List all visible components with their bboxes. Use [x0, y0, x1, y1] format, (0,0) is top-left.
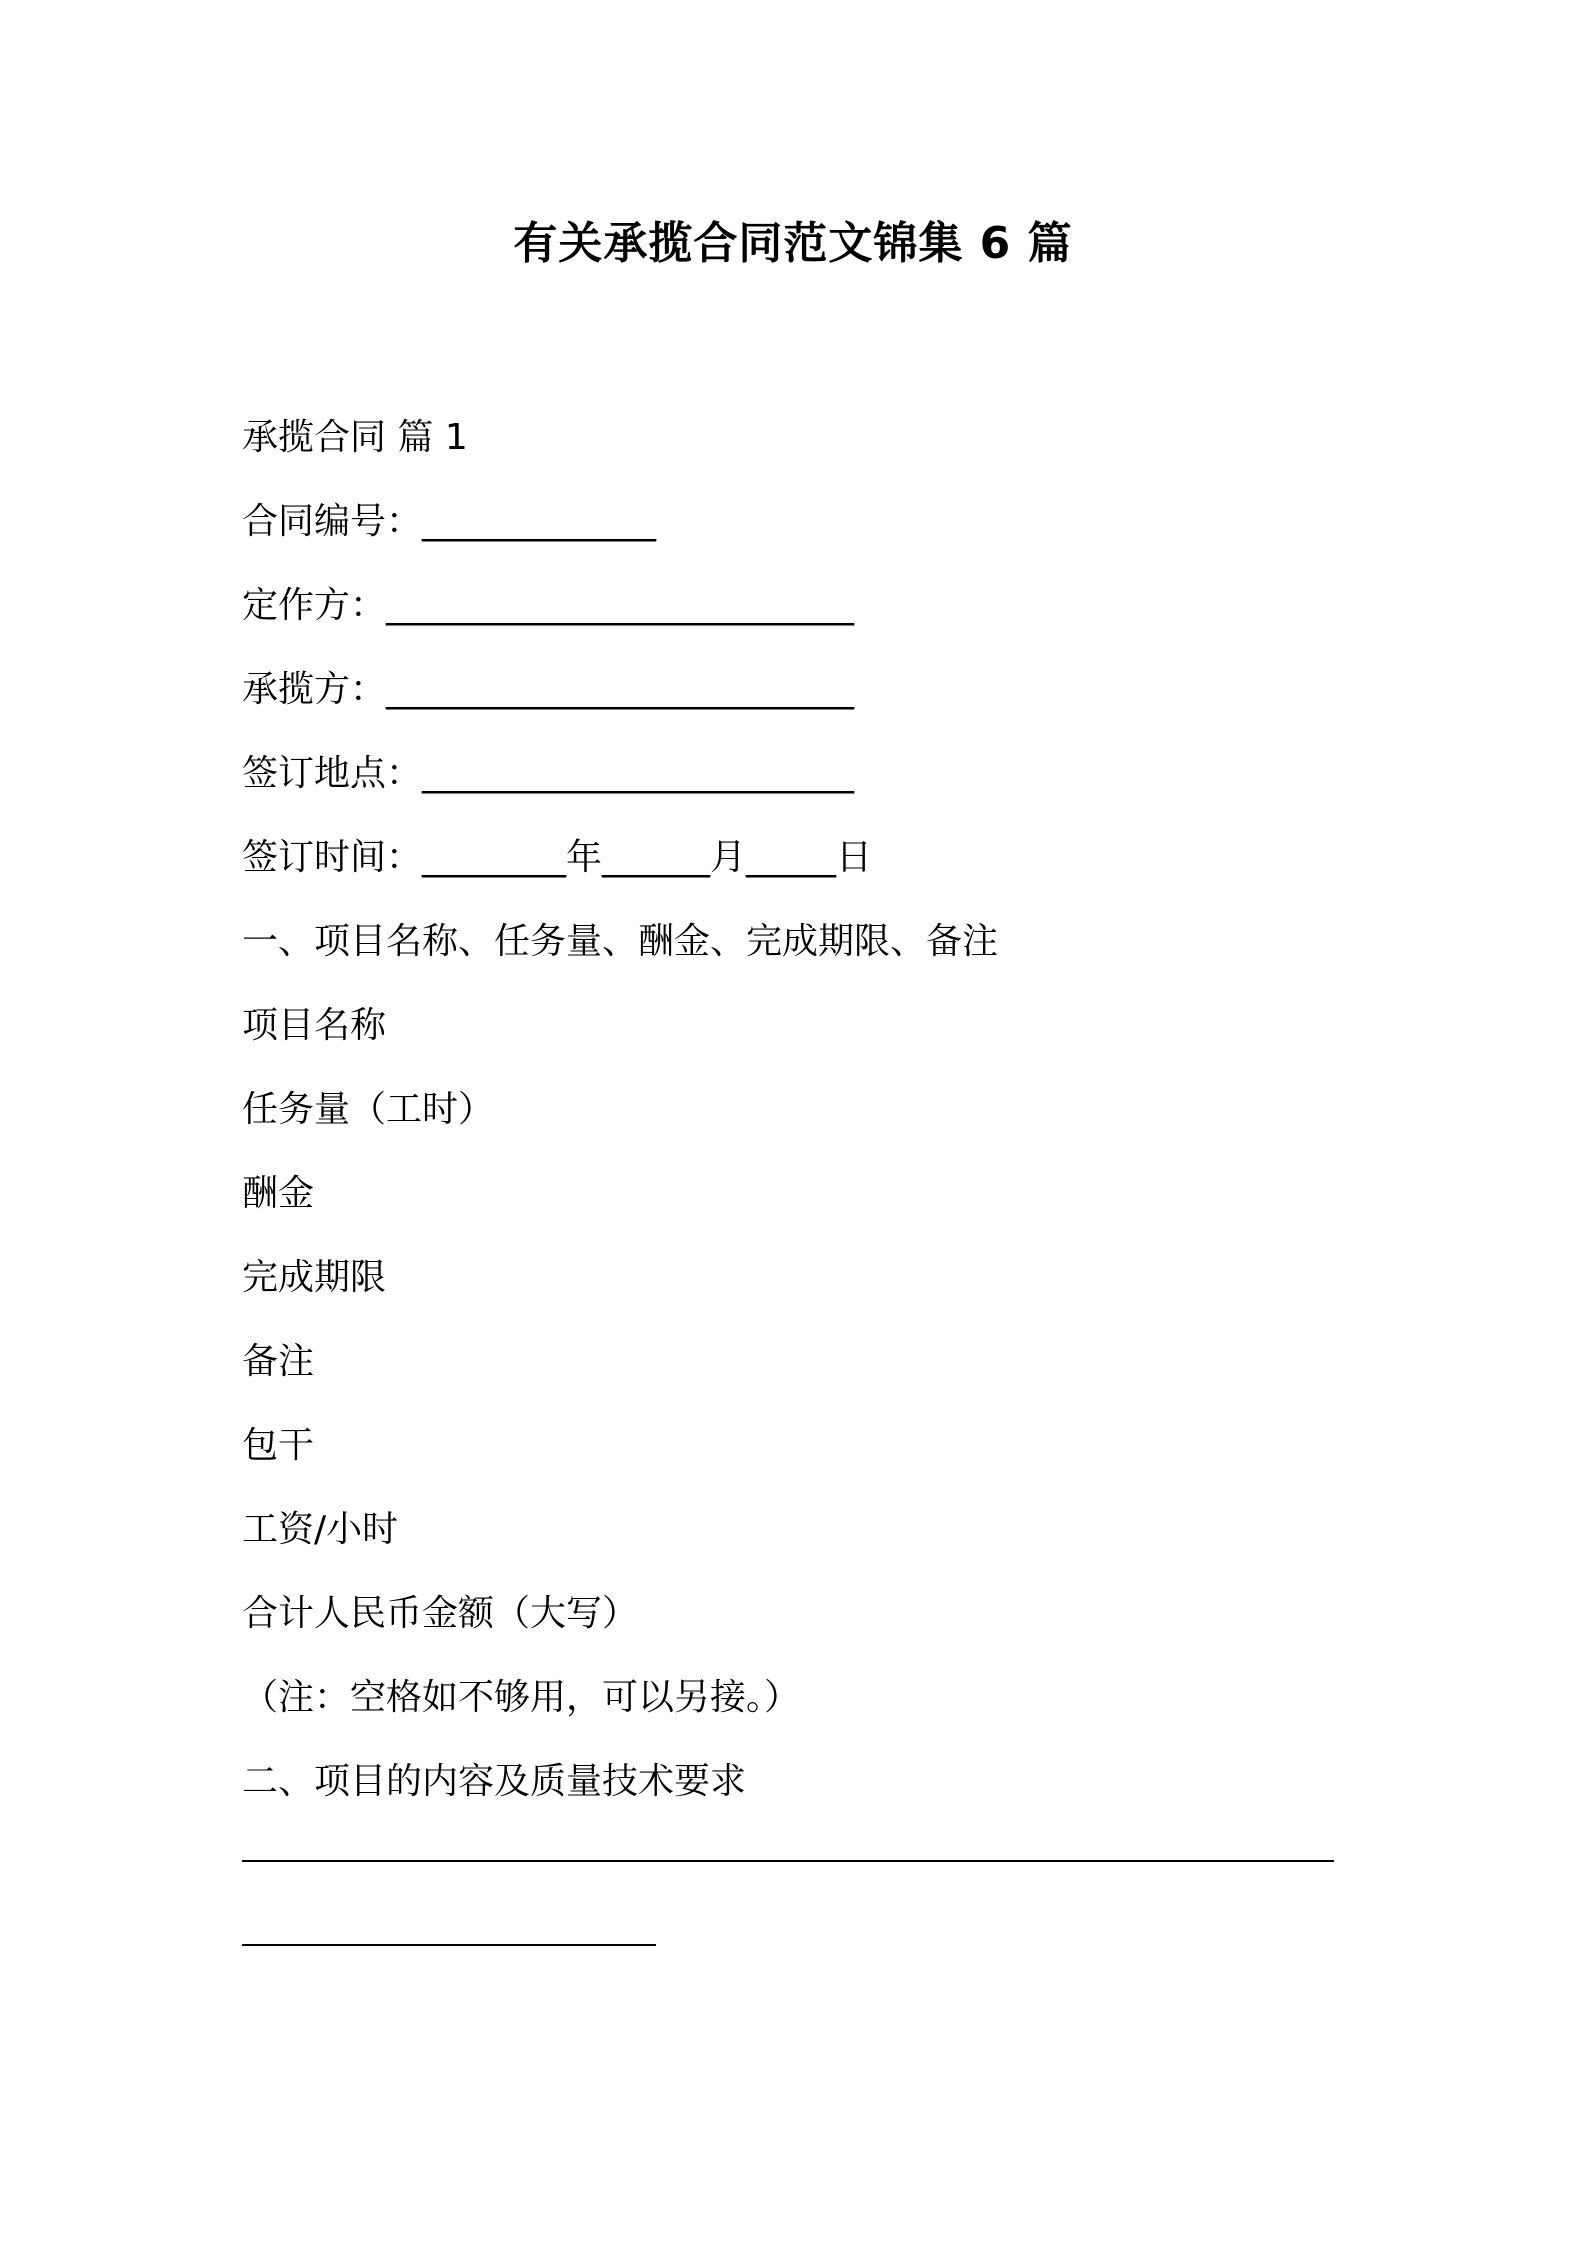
fill-in-rule-1 [242, 1860, 1334, 1862]
signing-place-field: 签订地点：________________________ [242, 753, 855, 794]
item-remuneration: 酬金 [242, 1173, 315, 1214]
contract-number-field: 合同编号：_____________ [242, 501, 657, 542]
clause-2-heading: 二、项目的内容及质量技术要求 [242, 1761, 747, 1802]
item-hourly-wage: 工资/小时 [242, 1509, 399, 1550]
document-title: 有关承揽合同范文锦集 6 篇 [513, 218, 1073, 269]
item-remarks: 备注 [242, 1341, 315, 1382]
ordering-party-field: 定作方：__________________________ [242, 585, 855, 626]
fill-in-rule-2 [242, 1944, 656, 1946]
item-workload: 任务量（工时） [242, 1089, 495, 1130]
item-project-name: 项目名称 [242, 1005, 387, 1046]
clause-1-heading: 一、项目名称、任务量、酬金、完成期限、备注 [242, 921, 999, 962]
section-heading-contract-1: 承揽合同 篇 1 [242, 417, 468, 458]
note-line: （注：空格如不够用，可以另接。） [242, 1677, 801, 1718]
item-lump-sum: 包干 [242, 1425, 315, 1466]
signing-date-field: 签订时间：________年______月_____日 [242, 837, 873, 878]
item-total-amount: 合计人民币金额（大写） [242, 1593, 639, 1634]
contractor-party-field: 承揽方：__________________________ [242, 669, 855, 710]
item-deadline: 完成期限 [242, 1257, 387, 1298]
